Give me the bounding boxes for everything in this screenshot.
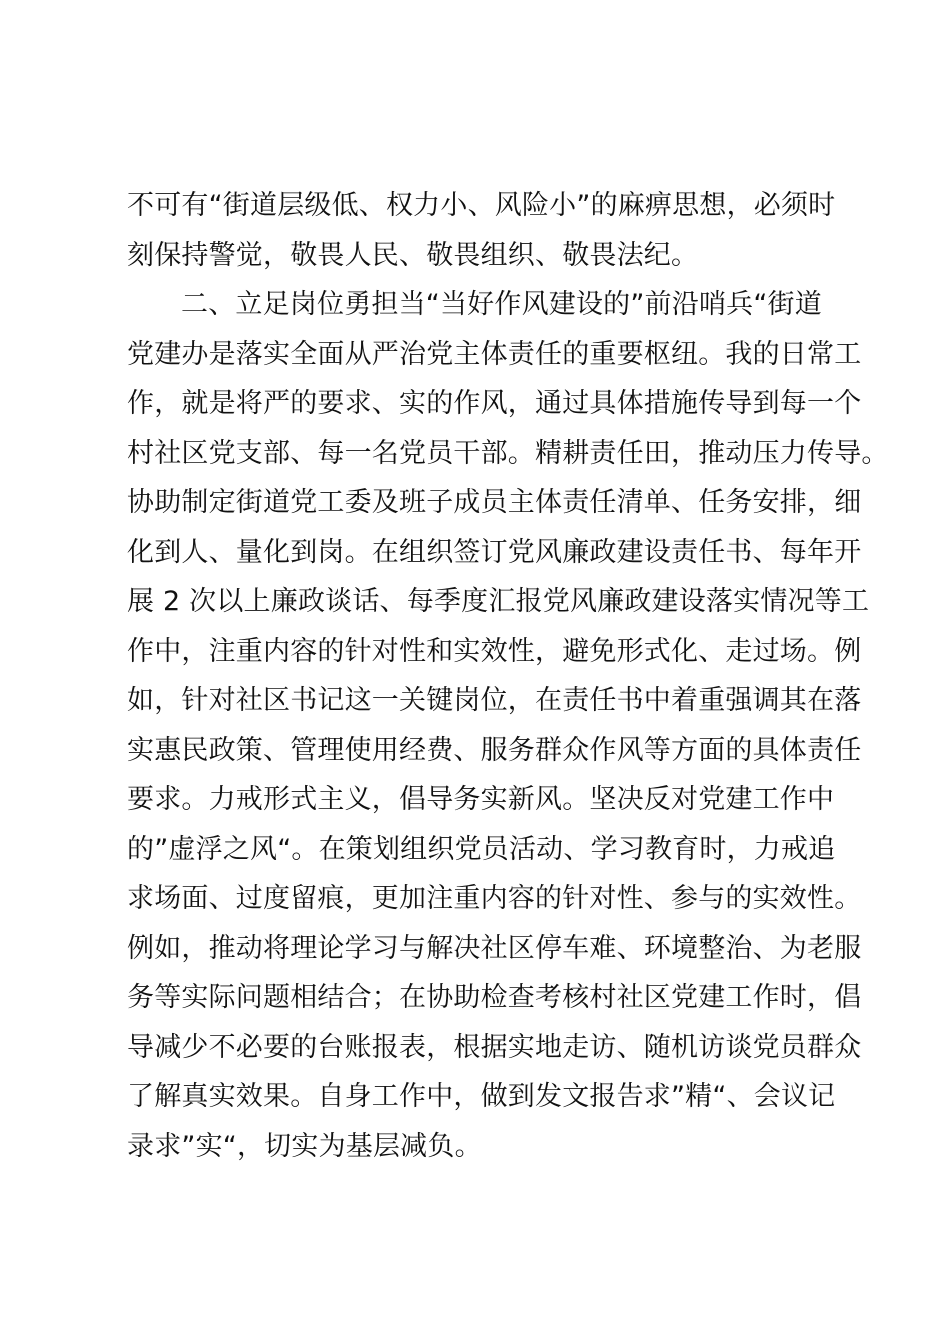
text-line: 展 2 次以上廉政谈话、每季度汇报党风廉政建设落实情况等工: [127, 586, 870, 617]
text-line: 化到人、量化到岗。在组织签订党风廉政建设责任书、每年开: [127, 536, 862, 568]
text-line: 录求”实“，切实为基层减负。: [127, 1130, 482, 1162]
text-line: 刻保持警觉，敬畏人民、敬畏组织、敬畏法纪。: [127, 239, 699, 271]
paragraph-continuation: [127, 181, 842, 280]
text-line: 导减少不必要的台账报表，根据实地走访、随机访谈党员群众: [127, 1031, 862, 1063]
text-line: 作中，注重内容的针对性和实效性，避免形式化、走过场。例: [127, 635, 862, 667]
text-line: 务等实际问题相结合；在协助检查考核村社区党建工作时，倡: [127, 982, 862, 1013]
text-line: 如，针对社区书记这一关键岗位，在责任书中着重强调其在落: [127, 685, 862, 716]
text-line: 求场面、过度留痕，更加注重内容的针对性、参与的实效性。: [127, 883, 862, 914]
paragraph-section-two: [127, 280, 889, 1171]
text-line: 不可有“街道层级低、权力小、风险小”的麻痹思想，必须时: [127, 190, 836, 221]
text-line: 实惠民政策、管理使用经费、服务群众作风等方面的具体责任: [127, 734, 862, 766]
text-line: 要求。力戒形式主义，倡导务实新风。坚决反对党建工作中: [127, 784, 835, 815]
text-line: 例如，推动将理论学习与解决社区停车难、环境整治、为老服: [127, 932, 862, 964]
text-line: 作，就是将严的要求、实的作风，通过具体措施传导到每一个: [127, 388, 862, 419]
text-line: 村社区党支部、每一名党员干部。精耕责任田，推动压力传导。: [127, 437, 889, 469]
text-line: 协助制定街道党工委及班子成员主体责任清单、任务安排，细: [127, 487, 862, 518]
text-line: 党建办是落实全面从严治党主体责任的重要枢纽。我的日常工: [127, 338, 862, 370]
text-line: 了解真实效果。自身工作中，做到发文报告求”精“、会议记: [127, 1081, 836, 1112]
text-line-first: 二、立足岗位勇担当“当好作风建设的”前沿哨兵“街道: [181, 289, 822, 320]
text-line: 的”虚浮之风“。在策划组织党员活动、学习教育时，力戒追: [127, 833, 836, 865]
